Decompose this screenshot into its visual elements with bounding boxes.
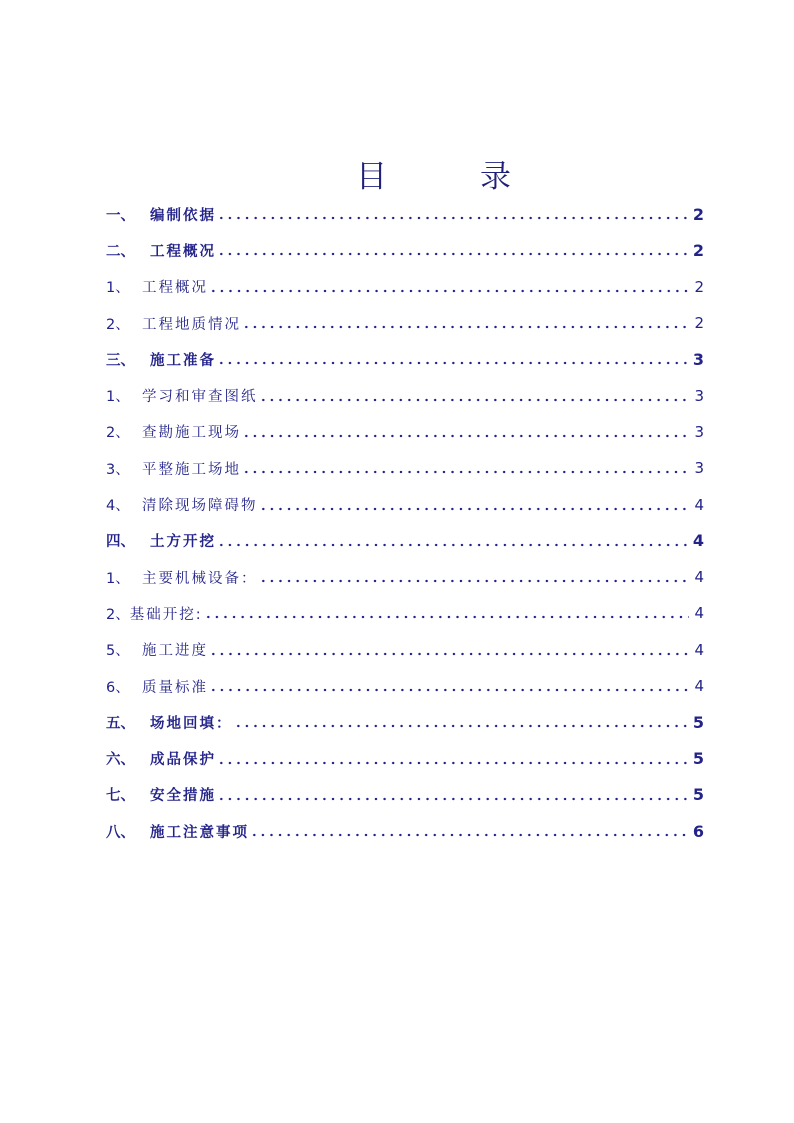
toc-entry-page: 3 — [694, 422, 704, 441]
toc-entry[interactable] — [106, 813, 704, 849]
toc-entry-number: 三、 — [106, 352, 135, 369]
toc-entry-number: 4、 — [106, 498, 130, 515]
toc-entry-page: 3 — [692, 349, 704, 369]
toc-entry-page: 2 — [694, 277, 704, 296]
toc-entry-title: 安全措施 — [150, 788, 216, 805]
toc-title — [356, 155, 526, 199]
toc-entry-page: 5 — [692, 749, 704, 769]
toc-entry-number: 四、 — [106, 534, 135, 551]
toc-title-char-1: 目 — [356, 159, 387, 195]
toc-entry[interactable] — [106, 740, 704, 776]
toc-entry-title: 质量标准 — [142, 679, 208, 696]
toc-entry[interactable] — [106, 559, 704, 595]
toc-entry-page: 5 — [692, 785, 704, 805]
toc-entry-page: 4 — [694, 568, 704, 587]
toc-entry-title: 工程概况 — [142, 280, 208, 297]
toc-entry-number: 1、 — [106, 570, 130, 587]
toc-entry-title: 平整施工场地 — [142, 461, 241, 478]
toc-dot-leader — [234, 719, 690, 733]
toc-dot-leader — [217, 538, 689, 552]
toc-entry-page: 2 — [692, 240, 704, 260]
toc-dot-leader — [259, 393, 690, 407]
toc-entry[interactable] — [106, 777, 704, 813]
toc-dot-leader — [250, 828, 689, 842]
toc-dot-leader — [217, 792, 689, 806]
toc-entry-number: 七、 — [106, 788, 135, 805]
toc-entry-page: 4 — [694, 604, 704, 623]
toc-entry-page: 5 — [692, 712, 704, 732]
toc-entry-title: 清除现场障碍物 — [142, 498, 258, 515]
toc-dot-leader — [217, 356, 689, 370]
toc-entry-number: 一、 — [106, 207, 135, 224]
toc-entry[interactable] — [106, 414, 704, 450]
table-of-contents — [106, 196, 704, 849]
toc-entry-number: 二、 — [106, 243, 135, 260]
toc-entry-number: 5、 — [106, 643, 130, 660]
toc-dot-leader — [217, 247, 689, 261]
toc-dot-leader — [242, 320, 689, 334]
toc-dot-leader — [259, 502, 690, 516]
toc-entry-title: 施工进度 — [142, 643, 208, 660]
toc-dot-leader — [204, 610, 689, 624]
toc-entry[interactable] — [106, 341, 704, 377]
toc-entry-number: 3、 — [106, 461, 130, 478]
toc-entry-number: 2、 — [106, 316, 130, 333]
toc-entry-page: 3 — [694, 459, 704, 478]
toc-dot-leader — [217, 211, 689, 225]
toc-dot-leader — [209, 683, 689, 697]
toc-entry[interactable] — [106, 305, 704, 341]
toc-entry[interactable] — [106, 450, 704, 486]
toc-entry[interactable] — [106, 232, 704, 268]
toc-entry-title: 施工注意事项 — [150, 824, 249, 841]
toc-entry-number: 2、 — [106, 425, 130, 442]
toc-dot-leader — [209, 647, 689, 661]
toc-dot-leader — [209, 284, 689, 298]
toc-entry[interactable] — [106, 595, 704, 631]
toc-entry-number: 六、 — [106, 752, 135, 769]
toc-entry[interactable] — [106, 196, 704, 232]
toc-entry-title: 查勘施工现场 — [142, 425, 241, 442]
toc-entry-page: 6 — [692, 821, 704, 841]
toc-entry-page: 4 — [694, 495, 704, 514]
toc-entry-page: 4 — [694, 677, 704, 695]
toc-entry[interactable] — [106, 523, 704, 559]
toc-entry-number: 1、 — [106, 280, 130, 297]
toc-entry[interactable] — [106, 632, 704, 668]
toc-entry-title: 施工准备 — [150, 352, 216, 369]
toc-entry-title: 场地回填： — [150, 715, 233, 732]
toc-entry-page: 3 — [694, 386, 704, 405]
toc-dot-leader — [242, 465, 689, 479]
toc-entry[interactable] — [106, 486, 704, 522]
toc-entry[interactable] — [106, 668, 704, 704]
toc-entry-number: 2、 — [106, 606, 130, 623]
toc-entry-page: 2 — [692, 204, 704, 224]
toc-entry-page: 2 — [694, 314, 704, 333]
toc-dot-leader — [242, 429, 689, 443]
toc-entry[interactable] — [106, 377, 704, 413]
toc-entry-title: 学习和审查图纸 — [142, 389, 258, 406]
toc-entry-number: 6、 — [106, 679, 130, 696]
toc-entry-number: 八、 — [106, 824, 135, 841]
toc-entry-number: 五、 — [106, 715, 135, 732]
toc-entry-page: 4 — [692, 531, 704, 551]
toc-title-char-2: 录 — [480, 159, 511, 195]
toc-dot-leader — [217, 756, 689, 770]
toc-entry-title: 基础开挖: — [129, 606, 203, 623]
toc-entry[interactable] — [106, 269, 704, 305]
toc-entry-page: 4 — [694, 640, 704, 659]
toc-dot-leader — [259, 574, 690, 588]
toc-entry-title: 编制依据 — [150, 207, 216, 224]
toc-entry-title: 土方开挖 — [150, 534, 216, 551]
toc-entry-title: 工程地质情况 — [142, 316, 241, 333]
toc-entry-title: 主要机械设备： — [142, 570, 258, 587]
toc-entry[interactable] — [106, 704, 704, 740]
toc-entry-number: 1、 — [106, 389, 130, 406]
toc-entry-title: 成品保护 — [150, 752, 216, 769]
toc-entry-title: 工程概况 — [150, 243, 216, 260]
